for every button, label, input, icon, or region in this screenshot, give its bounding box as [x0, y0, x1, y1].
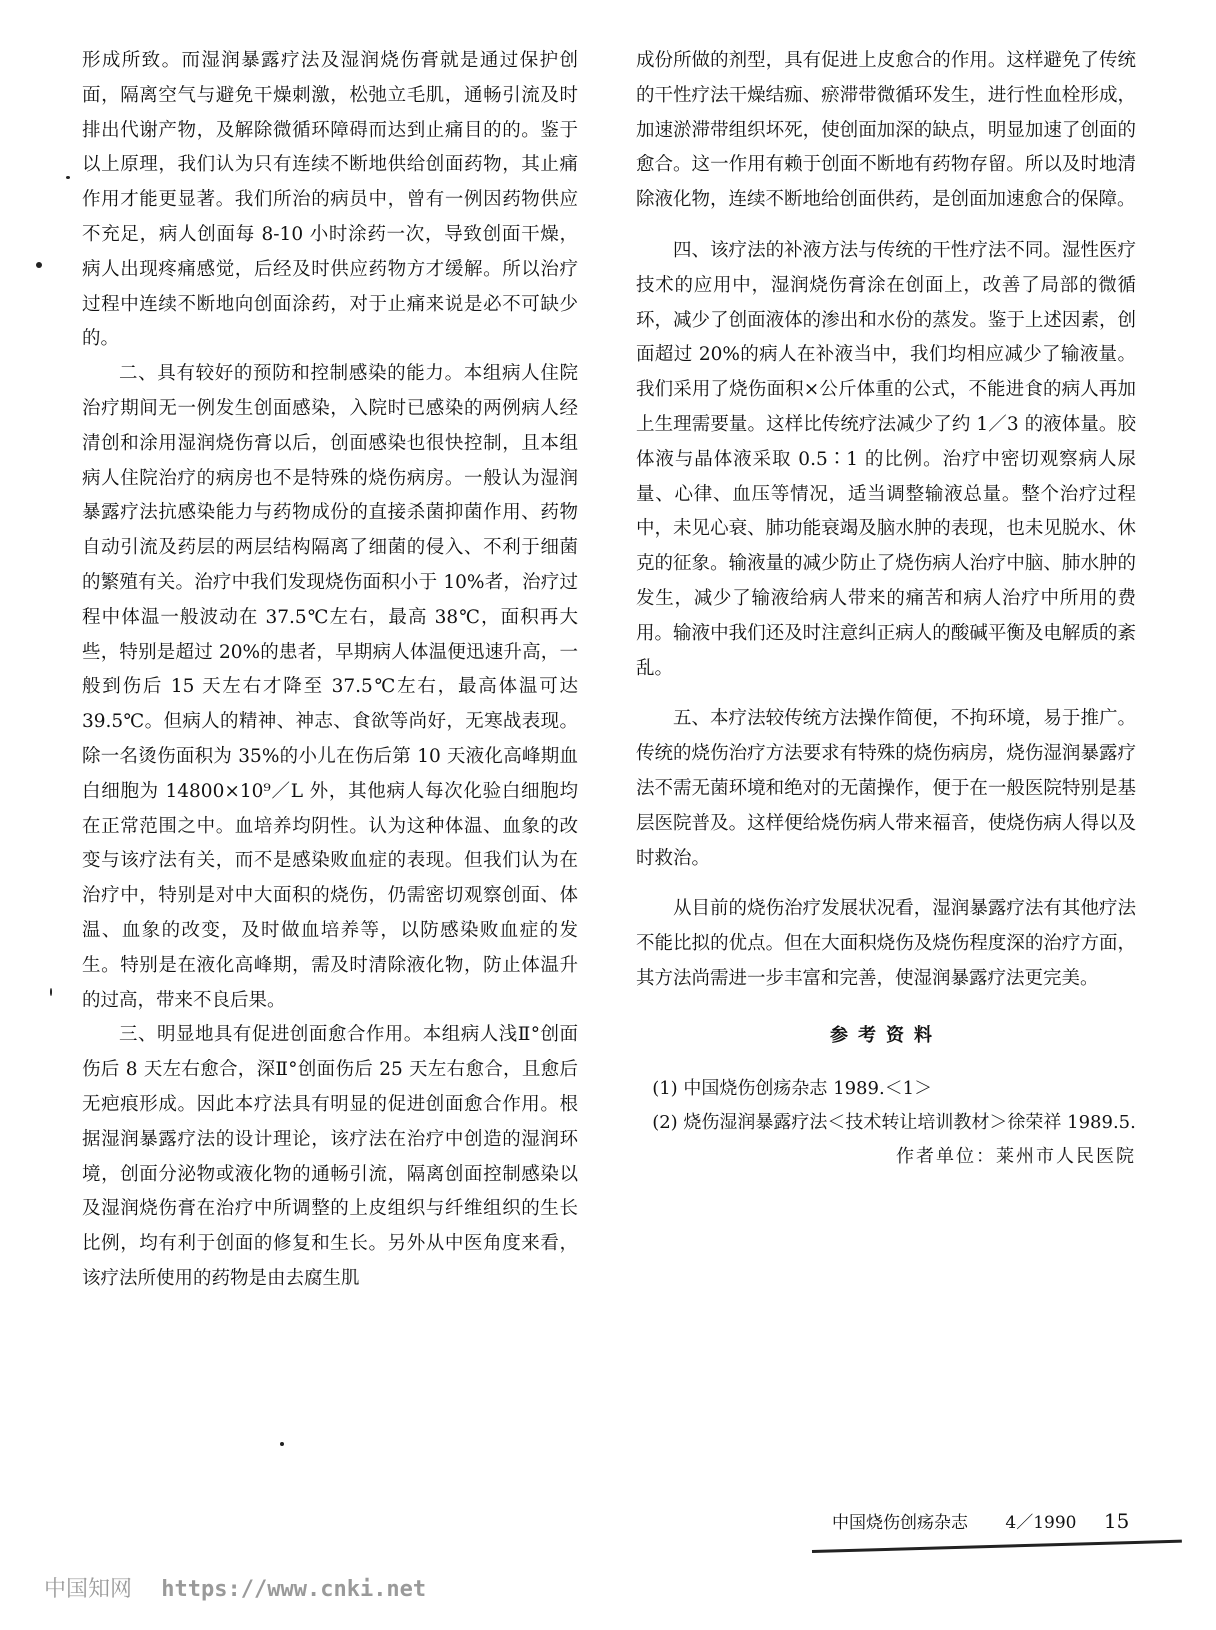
watermark-brand: 中国知网	[44, 1577, 133, 1602]
scan-speck	[66, 176, 70, 179]
paragraph-gap	[636, 686, 1136, 702]
page-number: 15	[1103, 1509, 1130, 1533]
page-footer	[832, 1508, 1129, 1533]
paragraph: 从目前的烧伤治疗发展状况看，湿润暴露疗法有其他疗法不能比拟的优点。但在大面积烧伤及烧伤程度深的治疗方面，其方法尚需进一步丰富和完善，使湿润暴露疗法更完美。	[636, 898, 1136, 989]
right-column	[636, 44, 1136, 1174]
reference-item: (1) 中国烧伤创疡杂志 1989.＜1＞	[652, 1077, 933, 1099]
footer-rule	[812, 1540, 1182, 1553]
paragraph-gap	[636, 218, 1136, 234]
paragraph: 形成所致。而湿润暴露疗法及湿润烧伤膏就是通过保护创面，隔离空气与避免干燥刺激，松弛立毛肌，通畅引流及时排出代谢产物，及解除微循环障碍而达到止痛目的的。鉴于以上原理，我们认为只有连续不断地供给创面药物，其止痛作用才能更显著。我们所治的病员中，曾有一例因药物供应不充足，病人创面每 8-10 小时涂药一次，导致创面干燥，病人出现疼痛感觉，后经及时供应药物方才缓解。所以治疗过程中连续不断地向创面涂药，对于止痛来说是必不可缺少的。	[82, 50, 578, 350]
reference-item: (2) 烧伤湿润暴露疗法＜技术转让培训教材＞徐荣祥 1989.5.	[652, 1111, 1136, 1133]
paragraph: 成份所做的剂型，具有促进上皮愈合的作用。这样避免了传统的干性疗法干燥结痂、瘀滞带微循环发生，进行性血栓形成，加速淤滞带组织坏死，使创面加深的缺点，明显加速了创面的愈合。这一作用有赖于创面不断地有药物存留。所以及时地清除液化物，连续不断地给创面供药，是创面加速愈合的保障。	[636, 50, 1136, 211]
scan-speck	[36, 262, 42, 268]
left-column	[82, 44, 578, 1297]
paragraph: 三、明显地具有促进创面愈合作用。本组病人浅Ⅱ°创面伤后 8 天左右愈合，深Ⅱ°创面伤后 25 天左右愈合，且愈后无疤痕形成。因此本疗法具有明显的促进创面愈合作用。根据湿润暴露疗法的设计理论，该疗法在治疗中创造的湿润环境，创面分泌物或液化物的通畅引流，隔离创面控制感染以及湿润烧伤膏在治疗中所调整的上皮组织与纤维组织的生长比例，均有利于创面的修复和生长。另外从中医角度来看，该疗法所使用的药物是由去腐生肌	[82, 1024, 578, 1289]
watermark-url: https://www.cnki.net	[161, 1577, 427, 1602]
paragraph: 四、该疗法的补液方法与传统的干性疗法不同。湿性医疗技术的应用中，湿润烧伤膏涂在创面上，改善了局部的微循环，减少了创面液体的渗出和水份的蒸发。鉴于上述因素，创面超过 20%的病人在补液当中，我们均相应减少了输液量。我们采用了烧伤面积×公斤体重的公式，不能进食的病人再加上生理需要量。这样比传统疗法减少了约 1／3 的液体量。胶体液与晶体液采取 0.5∶1 的比例。治疗中密切观察病人尿量、心律、血压等情况，适当调整输液总量。整个治疗过程中，未见心衰、肺功能衰竭及脑水肿的表现，也未见脱水、休克的征象。输液量的减少防止了烧伤病人治疗中脑、肺水肿的发生，减少了输液给病人带来的痛苦和病人治疗中所用的费用。输液中我们还及时注意纠正病人的酸碱平衡及电解质的紊乱。	[636, 239, 1136, 679]
paragraph-gap	[636, 876, 1136, 892]
journal-name: 中国烧伤创疡杂志	[832, 1513, 968, 1533]
issue-number: 4／1990	[1005, 1513, 1077, 1533]
paragraph: 五、本疗法较传统方法操作简便，不拘环境，易于推广。传统的烧伤治疗方法要求有特殊的烧伤病房，烧伤湿润暴露疗法不需无菌环境和绝对的无菌操作，便于在一般医院特别是基层医院普及。这样便给烧伤病人带来福音，使烧伤病人得以及时救治。	[636, 708, 1136, 869]
paragraph: 二、具有较好的预防和控制感染的能力。本组病人住院治疗期间无一例发生创面感染，入院时已感染的两例病人经清创和涂用湿润烧伤膏以后，创面感染也很快控制，且本组病人住院治疗的病房也不是特殊的烧伤病房。一般认为湿润暴露疗法抗感染能力与药物成份的直接杀菌抑菌作用、药物自动引流及药层的两层结构隔离了细菌的侵入、不利于细菌的繁殖有关。治疗中我们发现烧伤面积小于 10%者，治疗过程中体温一般波动在 37.5℃左右，最高 38℃，面积再大些，特别是超过 20%的患者，早期病人体温便迅速升高，一般到伤后 15 天左右才降至 37.5℃左右，最高体温可达 39.5℃。但病人的精神、神志、食欲等尚好，无寒战表现。除一名烫伤面积为 35%的小儿在伤后第 10 天液化高峰期血白细胞为 14800×10⁹／L 外，其他病人每次化验白细胞均在正常范围之中。血培养均阴性。认为这种体温、血象的改变与该疗法有关，而不是感染败血症的表现。但我们认为在治疗中，特别是对中大面积的烧伤，仍需密切观察创面、体温、血象的改变，及时做血培养等，以防感染败血症的发生。特别是在液化高峰期，需及时清除液化物，防止体温升的过高，带来不良后果。	[82, 363, 578, 1011]
scan-speck	[50, 988, 52, 996]
scan-speck	[280, 1442, 284, 1446]
references-title: 参考资料	[830, 1024, 942, 1046]
author-unit: 作者单位：莱州市人民医院	[896, 1145, 1136, 1167]
cnki-watermark	[44, 1572, 426, 1603]
